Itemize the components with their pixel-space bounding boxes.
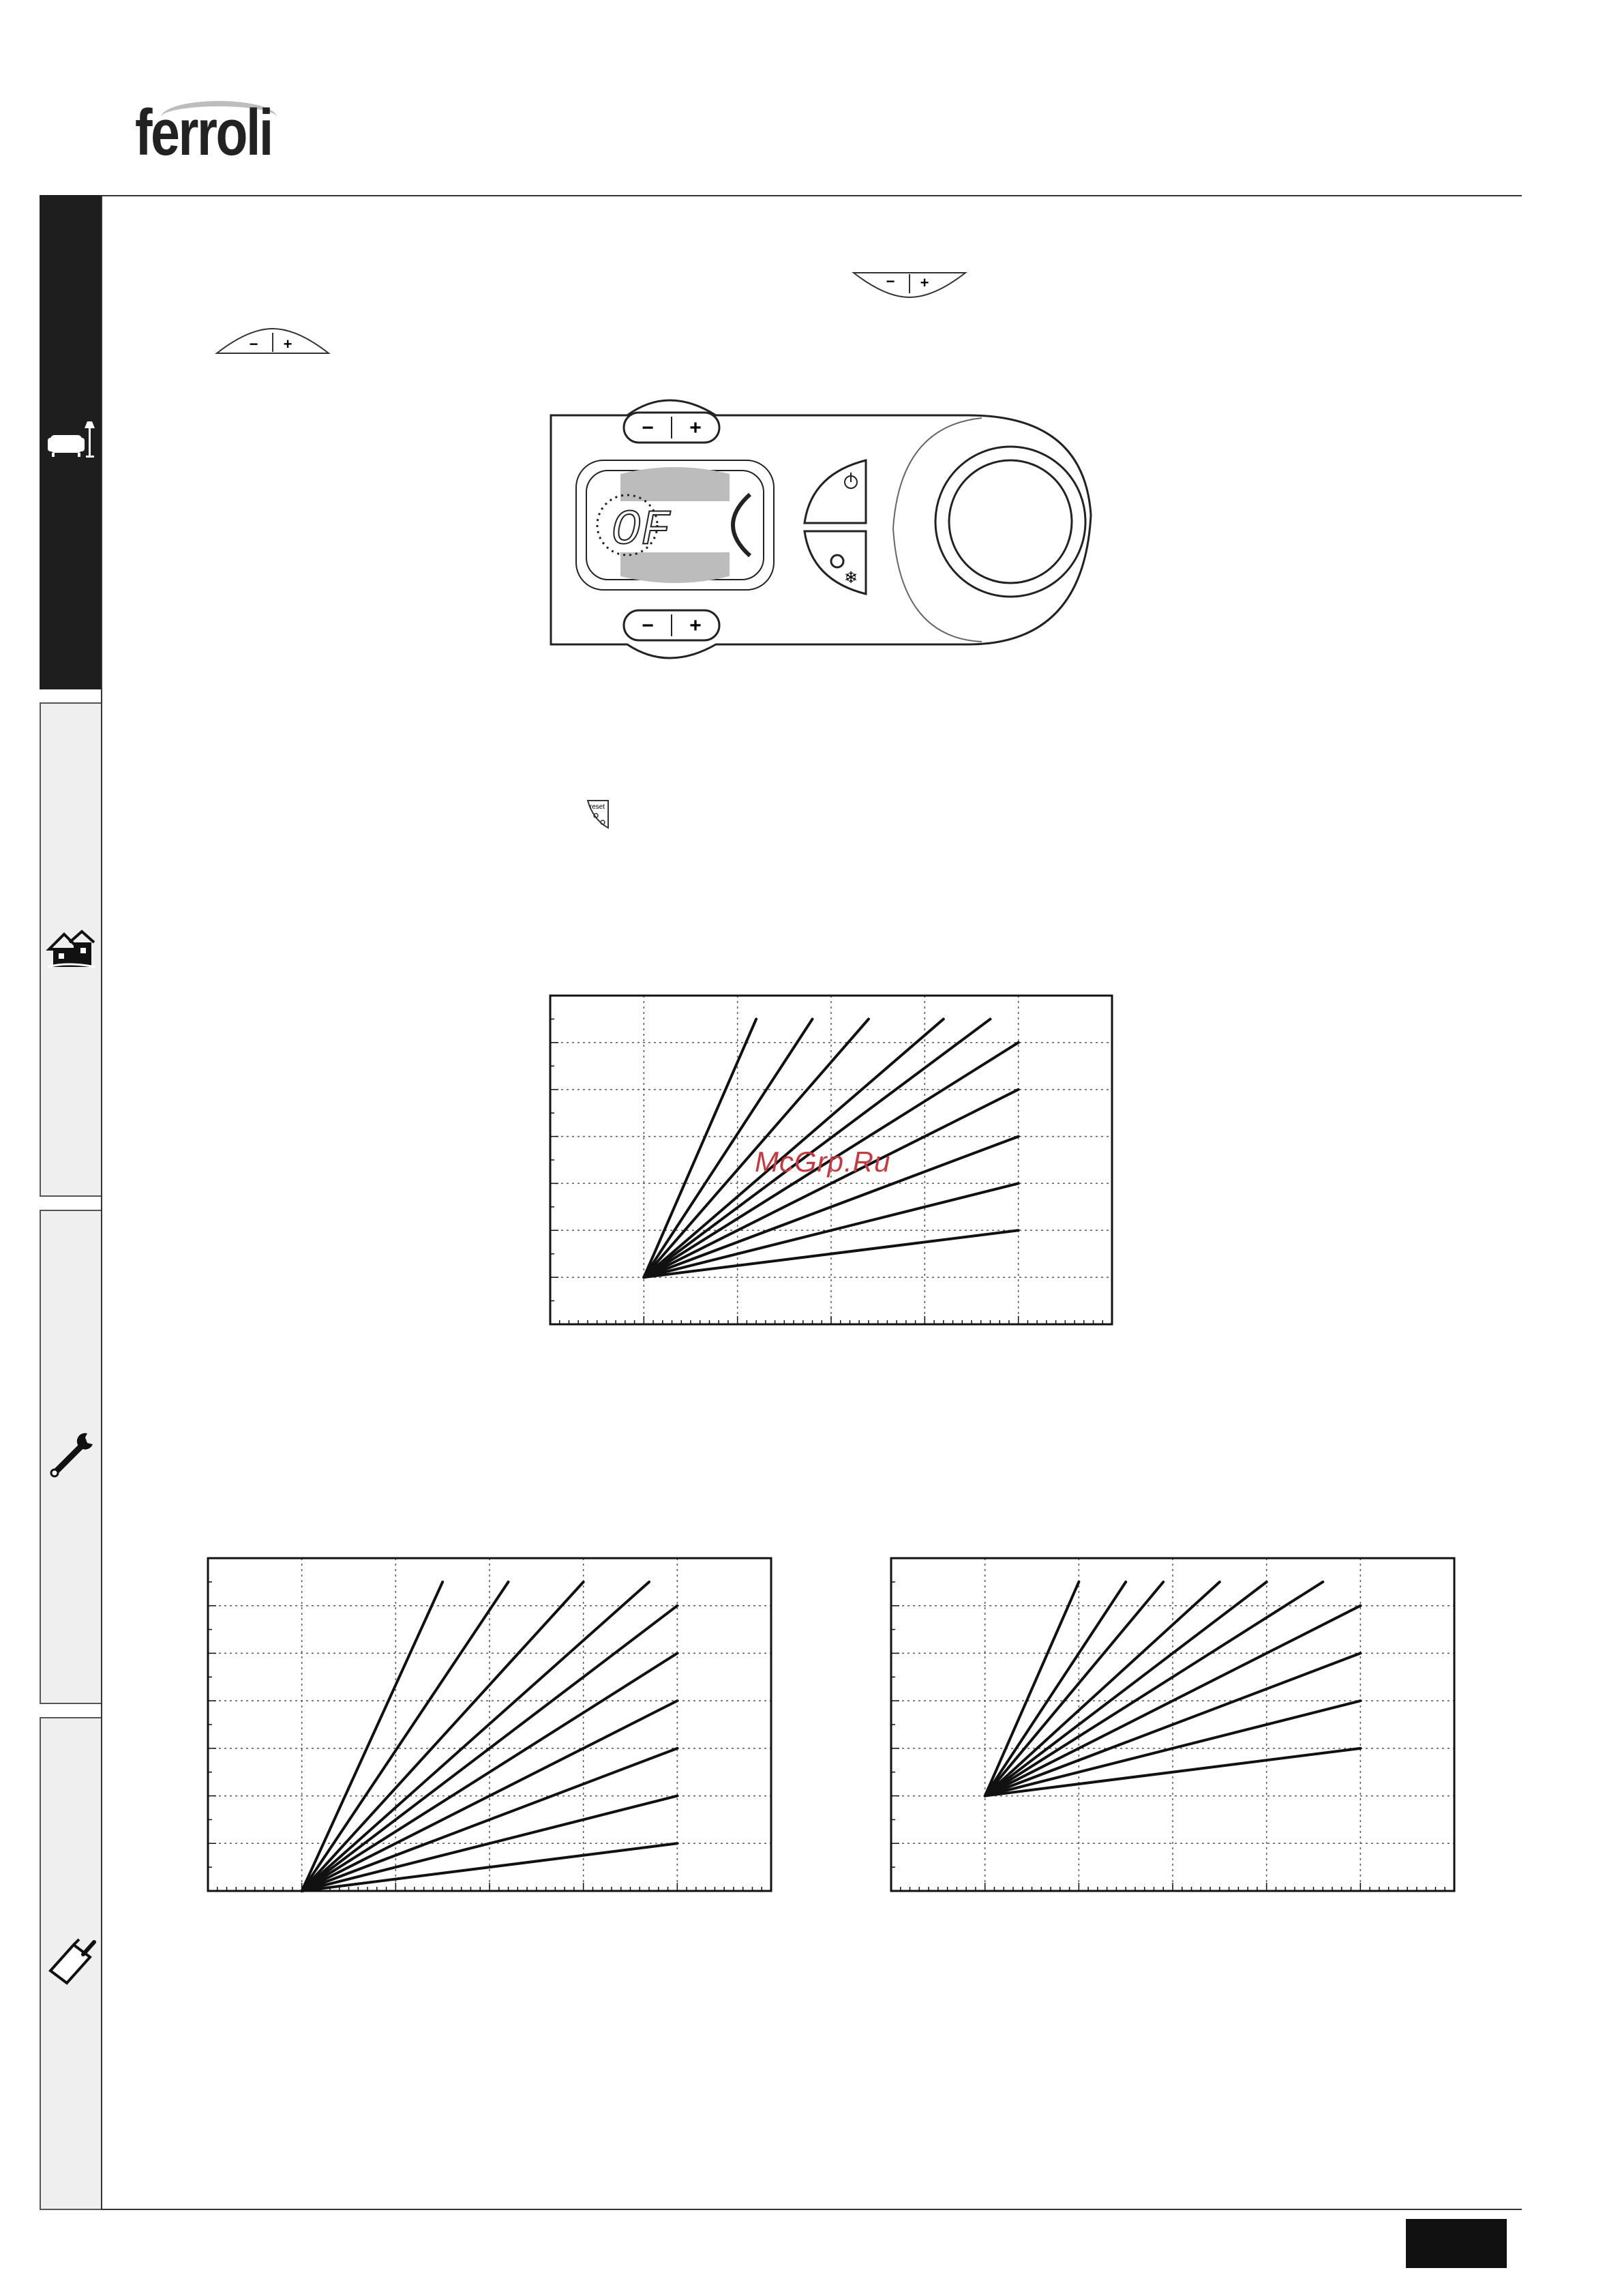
heating-curve-chart-2 (208, 1558, 771, 1891)
clipboard-pen-icon (46, 1937, 97, 1987)
curve-line-4 (302, 1582, 649, 1891)
sofa-lamp-icon (46, 415, 97, 465)
plus-minus-button-symbol[interactable] (852, 271, 967, 299)
reset-label: reset (589, 803, 605, 811)
curve-line-3 (302, 1582, 584, 1891)
wrench-icon (46, 1429, 97, 1480)
curve-line-6 (302, 1653, 678, 1891)
curve-line-1 (644, 1019, 756, 1277)
plus-icon: + (283, 336, 292, 353)
bottom-plus-minus-button[interactable] (624, 610, 719, 640)
minus-icon: − (249, 336, 258, 353)
plus-minus-button-symbol-2[interactable] (215, 327, 330, 355)
lcd-display (576, 460, 774, 590)
curve-line-4 (985, 1582, 1220, 1796)
curve-line-3 (985, 1582, 1164, 1796)
lcd-text: OF (611, 503, 671, 558)
curve-line-2 (985, 1582, 1126, 1796)
snowflake-icon: ❄ (843, 568, 858, 587)
svg-text:−: − (642, 614, 654, 637)
curve-line-1 (985, 1582, 1079, 1796)
rotary-knob[interactable] (935, 447, 1085, 597)
curve-line-5 (985, 1582, 1267, 1796)
heating-curve-chart-3 (891, 1558, 1454, 1891)
tab-technical-data[interactable] (40, 1717, 101, 2210)
tab-user[interactable] (40, 195, 101, 689)
header-rule (102, 195, 1522, 196)
page-number-box (1406, 2219, 1507, 2268)
watermark: McGrp.Ru (755, 1146, 891, 1178)
minus-icon: − (886, 273, 895, 290)
footer-rule (102, 2209, 1522, 2210)
svg-text:+: + (689, 614, 702, 637)
brand-logo: ferroli (135, 96, 272, 169)
reset-button-symbol[interactable] (586, 799, 610, 829)
house-icon (46, 922, 97, 972)
plus-icon: + (920, 274, 929, 291)
tab-service[interactable] (40, 1210, 101, 1704)
tab-installer[interactable] (40, 702, 101, 1197)
svg-text:+: + (689, 417, 702, 439)
sidebar-rule (101, 195, 102, 2210)
curve-line-6 (985, 1582, 1323, 1796)
control-panel-diagram (545, 385, 1098, 658)
curve-line-9 (985, 1701, 1361, 1795)
top-plus-minus-button[interactable] (624, 413, 719, 443)
svg-text:−: − (642, 417, 654, 439)
